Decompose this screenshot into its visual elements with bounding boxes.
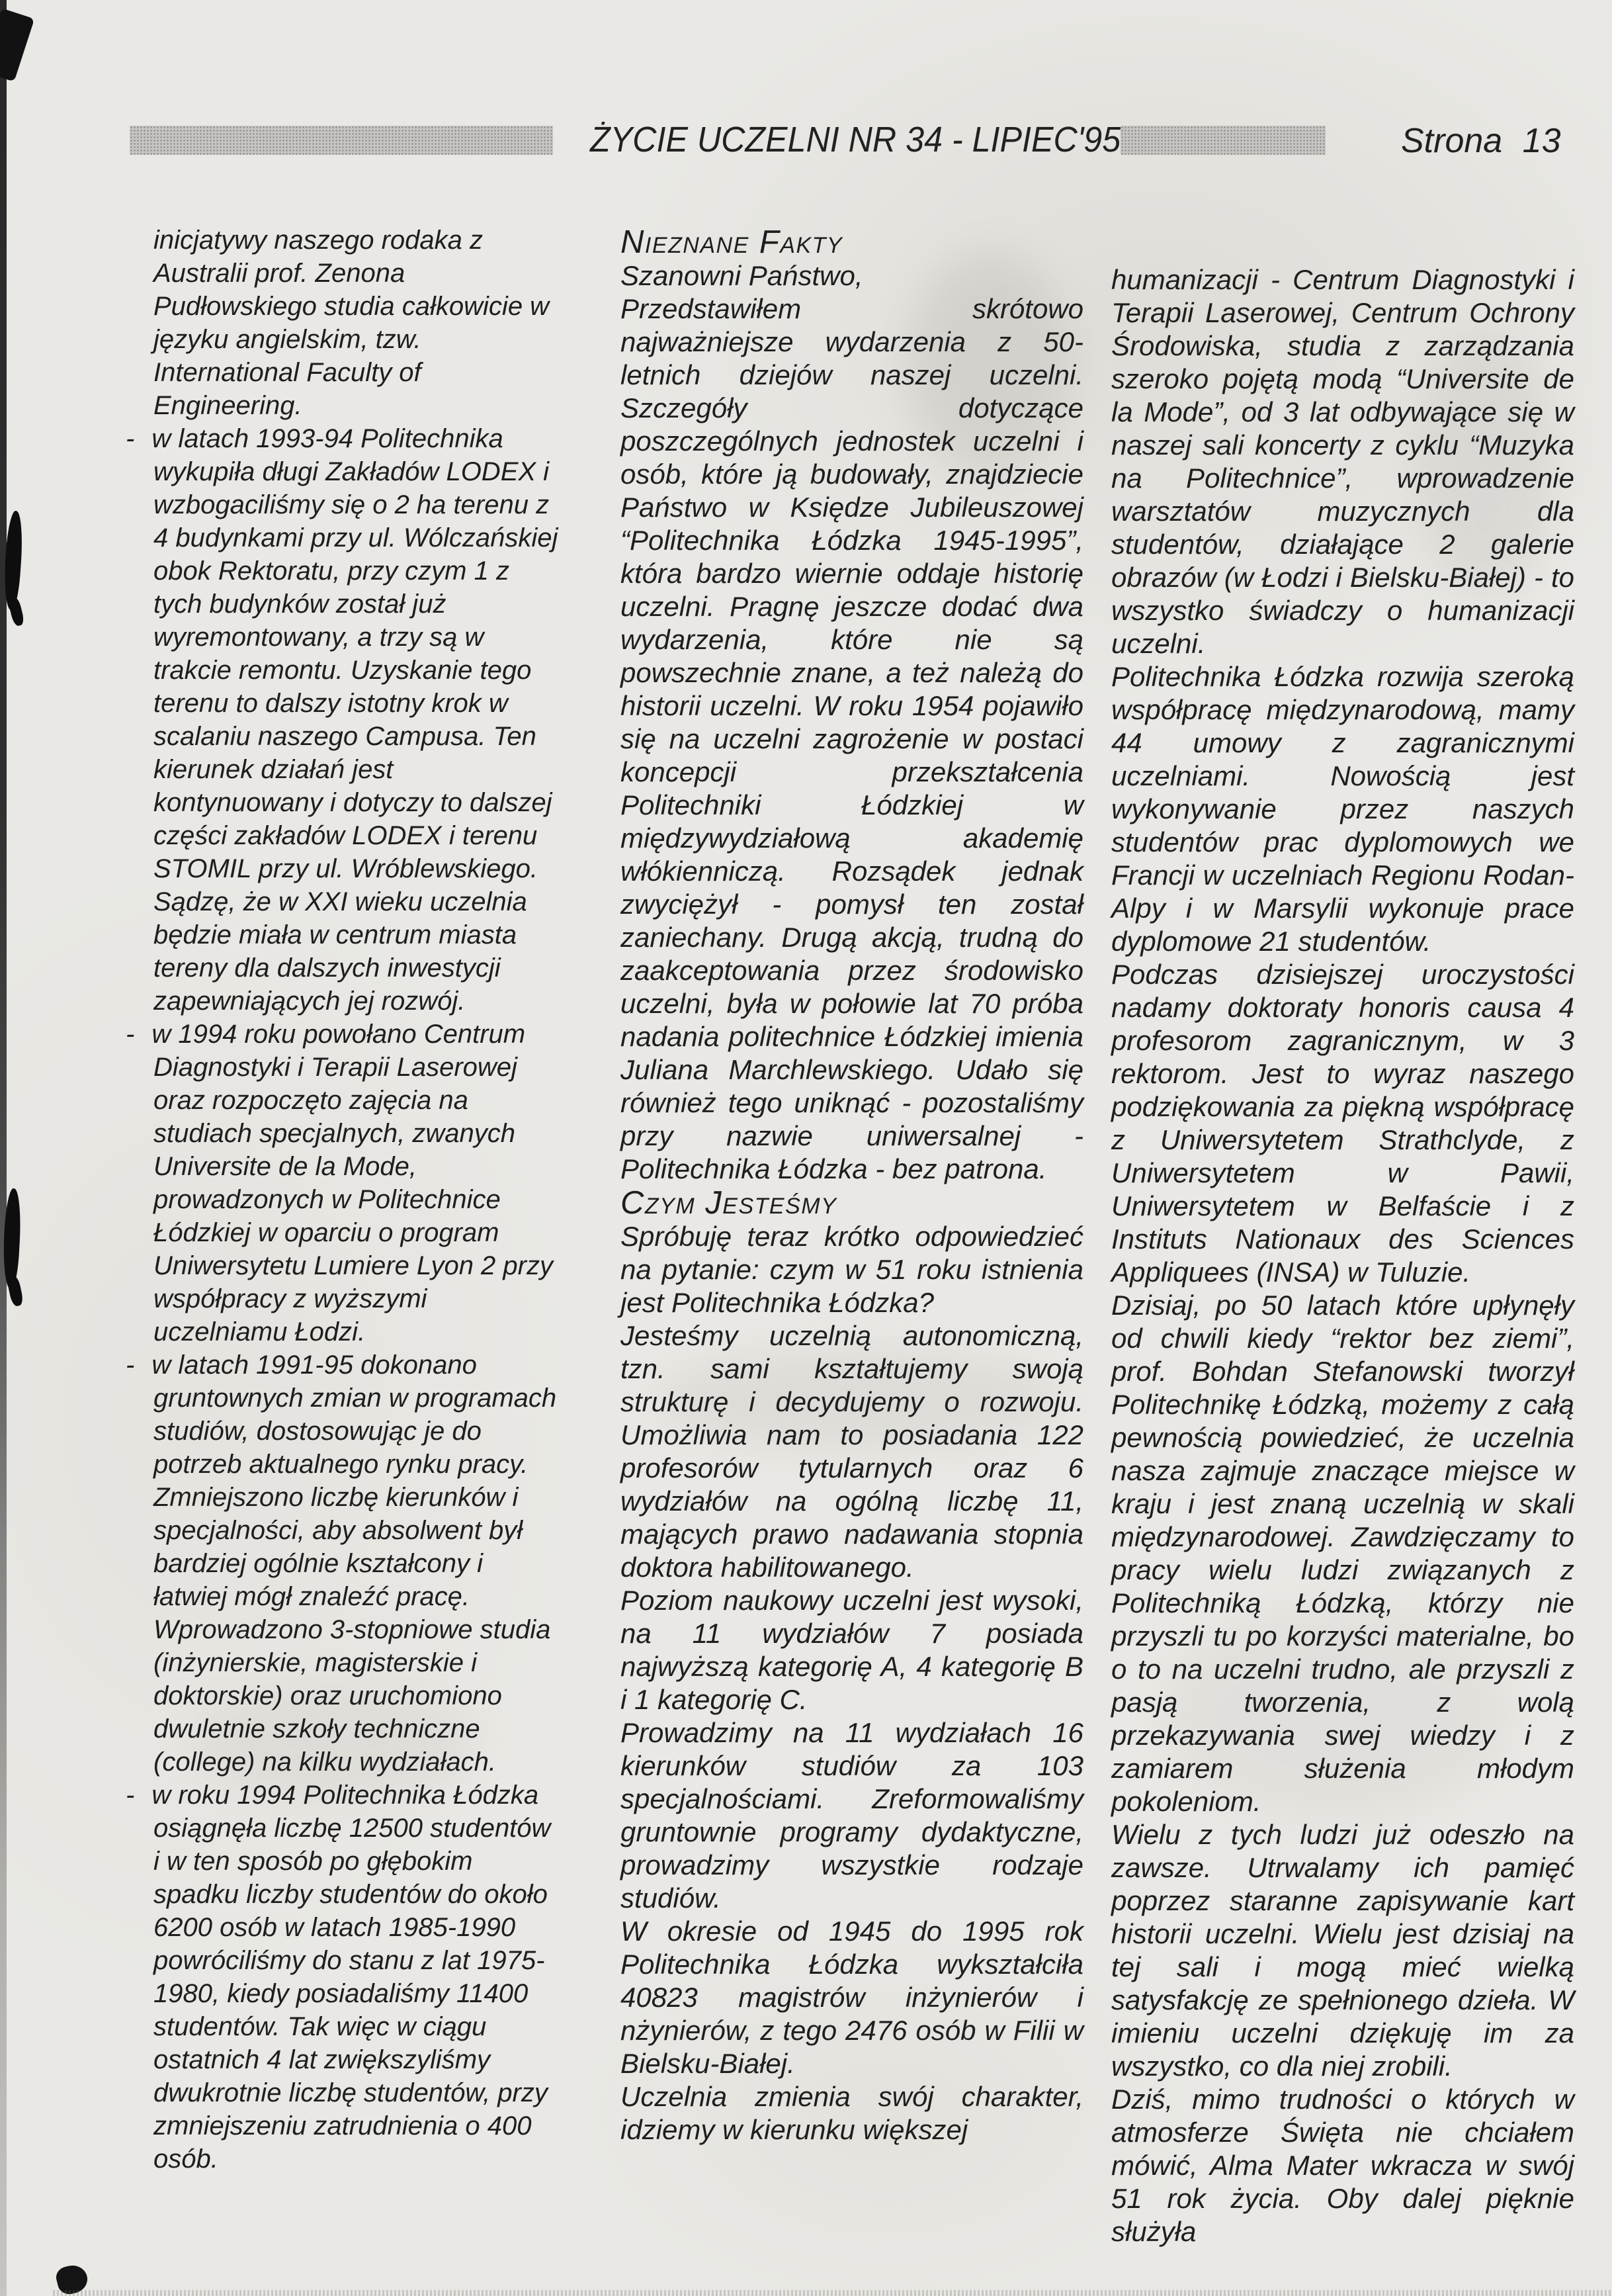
list-item xyxy=(119,422,561,1018)
list-item-text: w roku 1994 Politechnika Łódzka osiągnęła liczbę 12500 studentów i w ten sposób po głębokim spadku liczby studentów do około 6200 osób w latach 1985-1990 powróciliśmy do stanu z lat 1975-1980, kiedy posiadaliśmy 11400 studentów. Tak więc w ciągu ostatnich 4 lat zwiększyliśmy dwukrotnie liczbę studentów, przy zmniejszeniu zatrudnienia o 400 osób. xyxy=(151,1781,551,2174)
paragraph: Podczas dzisiejszej uroczystości nadamy doktoraty honoris causa 4 profesorom zagranicznym, w 3 rektorom. Jest to wyraz naszego podziękowania za piękną współpracę z Uniwersytetem Strathclyde, z Uniwersytetem w Pawii, Uniwersytetem w Belfaście i z Instituts Nationaux des Sciences Appliquees (INSA) w Tuluzie. xyxy=(1111,959,1574,1288)
paragraph: Wielu z tych ludzi już odeszło na zawsze. Utrwalamy ich pamięć poprzez staranne zapisywanie kart historii uczelni. Wielu jest dzisiaj na tej sali i mogą mieć wielką satysfakcję ze spełnionego dzieła. W imieniu uczelni dziękuję im za wszystko, co dla niej zrobili. xyxy=(1111,1819,1574,2082)
column-middle xyxy=(620,225,1083,2146)
scan-bottom-edge xyxy=(53,2290,1612,2296)
list-item xyxy=(119,1348,561,1779)
header-halftone-rule-right xyxy=(1121,126,1326,155)
scan-corner-mark xyxy=(0,8,34,81)
paragraph: W okresie od 1945 do 1995 rok Politechnika Łódzka wykształciła 40823 magistrów inżynierów i nżynierów, z tego 2476 osób w Filii w Bielsku-Białej. xyxy=(620,1916,1083,2079)
paragraph: Prowadzimy na 11 wydziałach 16 kierunków studiów za 103 specjalnościami. Zreformowaliśmy gruntownie programy dydaktyczne, prowadzimy wszystkie rodzaje studiów. xyxy=(620,1717,1083,1914)
list-item xyxy=(119,1018,561,1348)
paragraph: Jesteśmy uczelnią autonomiczną, tzn. sami kształtujemy swoją strukturę i decydujemy o rozwoju. Umożliwia nam to posiadania 122 profesorów tytularnych oraz 6 wydziałów na ogólną liczbę 11, mających prawo nadawania stopnia doktora habilitowanego. xyxy=(620,1320,1083,1583)
column-right xyxy=(1111,263,1574,2248)
list-item-text: w latach 1993-94 Politechnika wykupiła długi Zakładów LODEX i wzbogaciliśmy się o 2 ha terenu z 4 budynkami przy ul. Wólczańskiej obok Rektoratu, przy czym 1 z tych budynków został już wyremontowany, a trzy są w trakcie remontu. Uzyskanie tego terenu to dalszy istotny krok w scalaniu naszego Campusa. Ten kierunek działań jest kontynuowany i dotyczy to dalszej części zakładów LODEX i terenu STOMIL przy ul. Wróblewskiego. Sądzę, że w XXI wieku uczelnia będzie miała w centrum miasta tereny dla dalszych inwestycji zapewniających jej rozwój. xyxy=(151,424,558,1016)
paragraph: Spróbuję teraz krótko odpowiedzieć na pytanie: czym w 51 roku istnienia jest Politechnika Łódzka? xyxy=(620,1221,1083,1318)
paragraph: Dziś, mimo trudności o których w atmosferze Święta nie chciałem mówić, Alma Mater wkracza w swój 51 rok życia. Oby dalej pięknie służyła xyxy=(1111,2084,1574,2247)
scan-edge-shadow xyxy=(0,0,7,2296)
paragraph: Poziom naukowy uczelni jest wysoki, na 11 wydziałów 7 posiada najwyższą kategorię A, 4 kategorię B i 1 kategorię C. xyxy=(620,1585,1083,1715)
list-item-text: w 1994 roku powołano Centrum Diagnostyki i Terapii Laserowej oraz rozpoczęto zajęcia na studiach specjalnych, zwanych Universite de la Mode, prowadzonych w Politechnice Łódzkiej w oparciu o program Uniwersytetu Lumiere Lyon 2 przy współpracy z wyższymi uczelniamu Łodzi. xyxy=(151,1020,553,1347)
salutation-line: Szanowni Państwo, xyxy=(620,260,863,291)
list-item-text: w latach 1991-95 dokonano gruntownych zmian w programach studiów, dostosowując je do potrzeb aktualnego rynku pracy. Zmniejszono liczbę kierunków i specjalności, aby absolwent był bardziej ogólnie kształcony i łatwiej mógł znaleźć pracę. Wprowadzono 3-stopniowe studia (inżynierskie, magisterskie i doktorskie) oraz uruchomiono dwuletnie szkoły techniczne (college) na kilku wydziałach. xyxy=(151,1350,557,1777)
list-dash: - xyxy=(126,1350,135,1380)
newsletter-masthead: ŻYCIE UCZELNI NR 34 - LIPIEC'95 xyxy=(590,120,1121,159)
header-halftone-rule-left xyxy=(130,126,553,155)
section-heading: Nieznane Fakty xyxy=(620,224,843,260)
list-item xyxy=(119,1779,561,2176)
list-dash: - xyxy=(126,424,135,453)
list-dash: - xyxy=(126,1781,135,1810)
section-heading: Czym Jesteśmy xyxy=(620,1185,837,1221)
paragraph-continuation: inicjatywy naszego rodaka z Australii prof. Zenona Pudłowskiego studia całkowicie w języku angielskim, tzw. International Faculty of Engineering. xyxy=(153,226,550,420)
paragraph: Uczelnia zmienia swój charakter, idziemy w kierunku większej xyxy=(620,2081,1083,2145)
page-number: Strona 13 xyxy=(1401,122,1561,160)
paragraph: Dzisiaj, po 50 latach które upłynęły od chwili kiedy “rektor bez ziemi”, prof. Bohdan Stefanowski tworzył Politechnikę Łódzką, możemy z całą pewnością powiedzieć, że uczelnia nasza zajmuje znaczące miejsce w kraju i jest znaną uczelnią w skali międzynarodowej. Zawdzięczamy to pracy wielu ludzi związanych z Politechniką Łódzką, którzy nie przyszli tu po korzyści materialne, bo o to na uczelni trudno, ale przyszli z pasją tworzenia, z wolą przekazywania swej wiedzy i z zamiarem służenia młodym pokoleniom. xyxy=(1111,1290,1574,1817)
paragraph: Przedstawiłem skrótowo najważniejsze wydarzenia z 50-letnich dziejów naszej uczelni. Szczegóły dotyczące poszczególnych jednostek uczelni i osób, które ją budowały, znajdziecie Państwo w Księdze Jubileuszowej “Politechnika Łódzka 1945-1995”, która bardzo wiernie oddaje historię uczelni. Pragnę jeszcze dodać dwa wydarzenia, które nie są powszechnie znane, a też należą do historii uczelni. W roku 1954 pojawiło się na uczelni zagrożenie w postaci koncepcji przekształcenia Politechniki Łódzkiej w międzywydziałową akademię włókienniczą. Rozsądek jednak zwyciężył - pomysł ten został zaniechany. Drugą akcją, trudną do zaakceptowania przez środowisko uczelni, była w połowie lat 70 próba nadania politechnice Łódzkiej imienia Juliana Marchlewskiego. Udało się również tego uniknąć - pozostaliśmy przy nazwie uniwersalnej - Politechnika Łódzka - bez patrona. xyxy=(620,293,1083,1184)
paragraph: humanizacji - Centrum Diagnostyki i Terapii Laserowej, Centrum Ochrony Środowiska, studia z zarządzania szeroko pojętą modą “Universite de la Mode”, od 3 lat odbywające się w naszej sali koncerty z cyklu “Muzyka na Politechnice”, wprowadzenie warsztatów muzycznych dla studentów, działające 2 galerie obrazów (w Łodzi i Bielsku-Białej) - to wszystko świadczy o humanizacji uczelni. xyxy=(1111,264,1574,659)
binding-mark xyxy=(6,1275,24,1307)
binding-mark xyxy=(7,596,25,627)
list-dash: - xyxy=(126,1020,135,1049)
column-left xyxy=(119,224,561,2176)
paragraph: Politechnika Łódzka rozwija szeroką współpracę międzynarodową, mamy 44 umowy z zagranicznymi uczelniami. Nowością jest wykonywanie przez naszych studentów prac dyplomowych we Francji w uczelniach Regionu Rodan-Alpy i w Marsylii wykonuje prace dyplomowe 21 studentów. xyxy=(1111,661,1574,957)
